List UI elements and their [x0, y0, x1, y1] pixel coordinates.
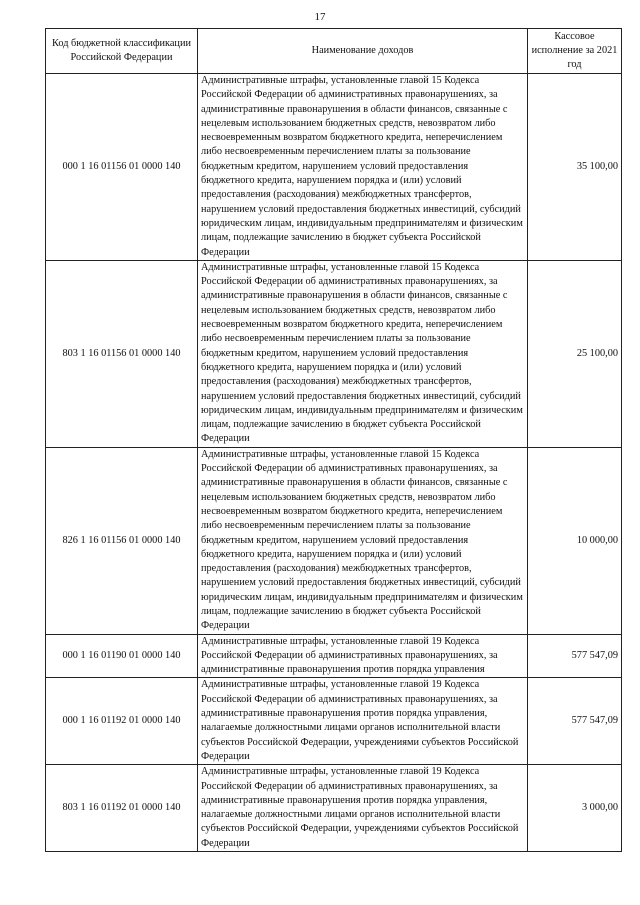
row-name: Административные штрафы, установленные главой 19 Кодекса Российской Федерации об административных правонарушениях, за административные правонарушения против порядка управления, налагаемые должностными лицами органов исполнительной власти субъектов Российской Федерации, учреждениями субъектов Российской Федерации [198, 678, 528, 765]
revenue-table [45, 28, 622, 852]
row-code: 000 1 16 01192 01 0000 140 [46, 678, 198, 765]
row-name: Административные штрафы, установленные главой 15 Кодекса Российской Федерации об административных правонарушениях, за административные правонарушения в области финансов, связанные с нецелевым использованием бюджетных средств, невозвратом либо несвоевременным возвратом бюджетного кредита, неперечислением либо несвоевременным перечислением платы за пользование бюджетным кредитом, нарушением условий предоставления бюджетного кредита, нарушением порядка и (или) условий предоставления (расходования) межбюджетных трансфертов, нарушением условий предоставления бюджетных инвестиций, субсидий юридическим лицам, индивидуальным предпринимателям и физическим лицам, подлежащие зачислению в бюджет субъекта Российской Федерации [198, 260, 528, 447]
row-code: 803 1 16 01192 01 0000 140 [46, 765, 198, 852]
row-name: Административные штрафы, установленные главой 15 Кодекса Российской Федерации об административных правонарушениях, за административные правонарушения в области финансов, связанные с нецелевым использованием бюджетных средств, невозвратом либо несвоевременным возвратом бюджетного кредита, неперечислением либо несвоевременным перечислением платы за пользование бюджетным кредитом, нарушением условий предоставления бюджетного кредита, нарушением порядка и (или) условий предоставления (расходования) межбюджетных трансфертов, нарушением условий предоставления бюджетных инвестиций, субсидий юридическим лицам, индивидуальным предпринимателям и физическим лицам, подлежащие зачислению в бюджет субъекта Российской Федерации [198, 447, 528, 634]
table-row [46, 765, 622, 852]
header-code: Код бюджетной классификации Российской Федерации [46, 29, 198, 74]
table-row [46, 678, 622, 765]
row-name: Административные штрафы, установленные главой 19 Кодекса Российской Федерации об административных правонарушениях, за административные правонарушения против порядка управления [198, 634, 528, 678]
row-amount: 3 000,00 [528, 765, 622, 852]
row-amount: 35 100,00 [528, 74, 622, 261]
table-row [46, 74, 622, 261]
row-code: 803 1 16 01156 01 0000 140 [46, 260, 198, 447]
header-amount: Кассовое исполнение за 2021 год [528, 29, 622, 74]
row-name: Административные штрафы, установленные главой 19 Кодекса Российской Федерации об административных правонарушениях, за административные правонарушения против порядка управления, налагаемые должностными лицами органов исполнительной власти субъектов Российской Федерации, учреждениями субъектов Российской Федерации [198, 765, 528, 852]
row-code: 000 1 16 01156 01 0000 140 [46, 74, 198, 261]
header-name: Наименование доходов [198, 29, 528, 74]
row-amount: 577 547,09 [528, 634, 622, 678]
row-name: Административные штрафы, установленные главой 15 Кодекса Российской Федерации об административных правонарушениях, за административные правонарушения в области финансов, связанные с нецелевым использованием бюджетных средств, невозвратом либо несвоевременным возвратом бюджетного кредита, неперечислением либо несвоевременным перечислением платы за пользование бюджетным кредитом, нарушением условий предоставления бюджетного кредита, нарушением порядка и (или) условий предоставления (расходования) межбюджетных трансфертов, нарушением условий предоставления бюджетных инвестиций, субсидий юридическим лицам, индивидуальным предпринимателям и физическим лицам, подлежащие зачислению в бюджет субъекта Российской Федерации [198, 74, 528, 261]
table-header-row [46, 29, 622, 74]
row-code: 000 1 16 01190 01 0000 140 [46, 634, 198, 678]
row-amount: 25 100,00 [528, 260, 622, 447]
table-row [46, 260, 622, 447]
row-amount: 577 547,09 [528, 678, 622, 765]
row-amount: 10 000,00 [528, 447, 622, 634]
row-code: 826 1 16 01156 01 0000 140 [46, 447, 198, 634]
table-row [46, 634, 622, 678]
table-row [46, 447, 622, 634]
page-number: 17 [314, 11, 326, 23]
